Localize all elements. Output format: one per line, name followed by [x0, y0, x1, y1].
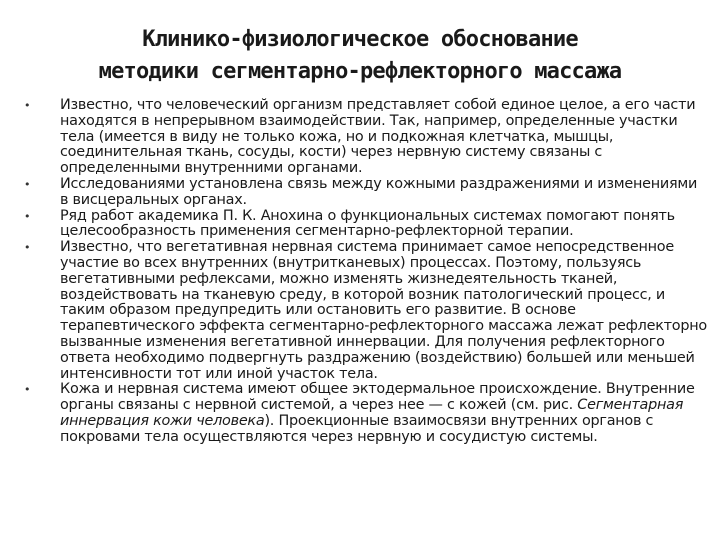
title-line-2: методики сегментарно-рефлекторного массажа [98, 59, 622, 84]
list-item [18, 382, 708, 445]
bullet-text: Исследованиями установлена связь между кожными раздражениями и изменениями в висцеральных органах. [60, 175, 698, 208]
bullet-icon: • [24, 209, 31, 223]
bullet-list [18, 98, 708, 446]
page-title [20, 24, 700, 88]
bullet-icon: • [24, 99, 31, 112]
list-item [18, 240, 708, 382]
list-item [18, 98, 708, 177]
bullet-text-part: ). Проекционные взаимосвязи внутренних органов с покровами тела осуществляются через нервную и сосудистую системы. [60, 412, 654, 445]
bullet-icon: • [24, 383, 31, 397]
bullet-text: Известно, что вегетативная нервная система принимает самое непосредственное участие во всех внутренних (внутритканевых) процессах. Поэтому, пользуясь вегетативными рефлексами, можно изменять жизнедеятельность тканей, воздействовать на тканевую среду, в которой возник патологический процесс, и таким образом предупредить или остановить его развитие. В основе терапевтического эффекта сегментарно-рефлекторного массажа лежат рефлекторно вызванные изменения вегетативной иннервации. Для получения рефлекторного ответа необходимо подвергнуть раздражению (воздействию) большей или меньшей интенсивности тот или иной участок тела. [60, 239, 707, 382]
bullet-text: Ряд работ академика П. К. Анохина о функциональных системах помогают понять целесообразность применения сегментарно-рефлекторной терапии. [60, 207, 675, 240]
figure-reference: Сегментарная иннервация кожи человека [60, 397, 684, 429]
bullet-text-part: Кожа и нервная система имеют общее эктодермальное происхождение. Внутренние органы связаны с нервной системой, а через нее — с кожей (см. рис. [60, 381, 695, 414]
list-item [18, 209, 708, 241]
title-line-1: Клинико-физиологическое обоснование [142, 27, 578, 52]
bullet-icon: • [24, 177, 31, 191]
bullet-text [60, 381, 695, 444]
bullet-text: Известно, что человеческий организм представляет собой единое целое, а его части находятся в непрерывном взаимодействии. Так, например, определенные участки тела (имеется в виду не только кожа, но и подкожная клетчатка, мышцы, соединительная ткань, сосуды, кости) через нервную систему связаны с определенными внутренними органами. [60, 97, 696, 177]
list-item [18, 177, 708, 209]
bullet-icon: • [24, 241, 31, 255]
